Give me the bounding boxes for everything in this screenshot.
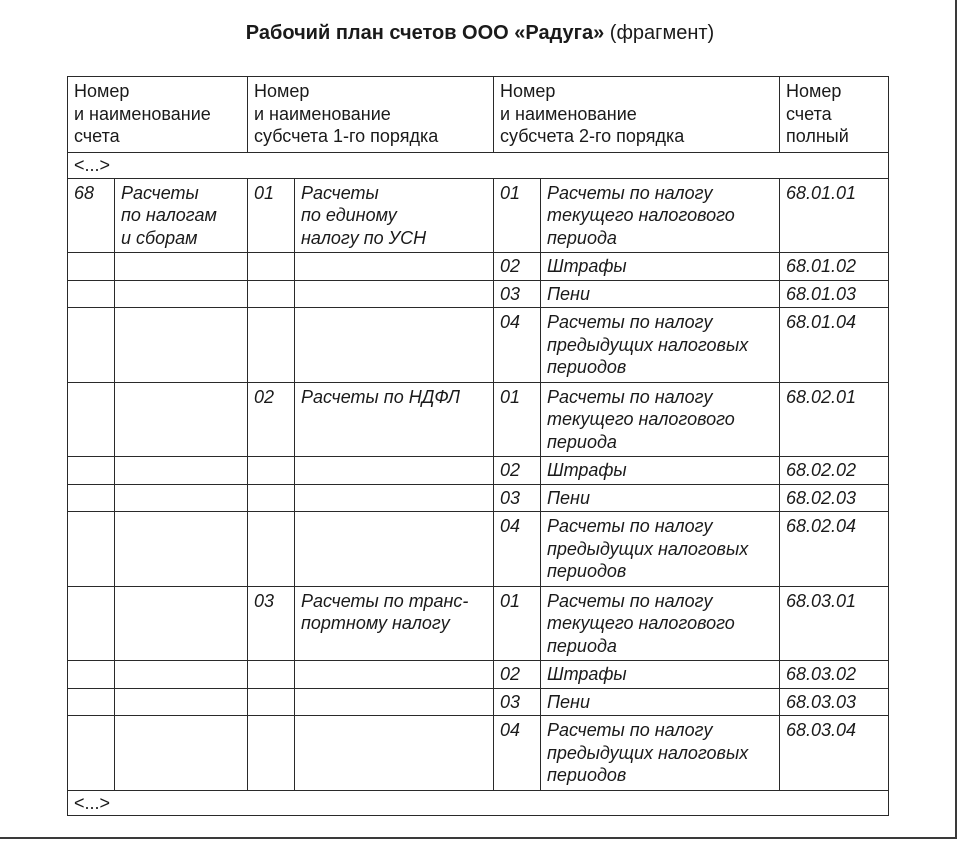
subaccount-1-number-cell bbox=[248, 512, 295, 587]
full-account-number-cell: 68.03.02 bbox=[780, 661, 889, 689]
account-name-cell bbox=[115, 512, 248, 587]
subaccount-1-number-cell: 02 bbox=[248, 382, 295, 457]
subaccount-2-number-cell: 01 bbox=[494, 382, 541, 457]
account-number-cell bbox=[68, 308, 115, 383]
document-title bbox=[0, 21, 960, 45]
subaccount-2-number-cell: 02 bbox=[494, 457, 541, 485]
account-name-cell bbox=[115, 280, 248, 308]
full-account-number-cell: 68.03.04 bbox=[780, 716, 889, 791]
subaccount-1-name-cell: Расчеты по единому налогу по УСН bbox=[295, 178, 494, 253]
subaccount-2-name-cell: Расчеты по налогу предыдущих налоговых периодов bbox=[541, 716, 780, 791]
header-subaccount-1: Номер и наименование субсчета 1-го порядка bbox=[248, 77, 494, 153]
full-account-number-cell: 68.02.04 bbox=[780, 512, 889, 587]
table-row bbox=[68, 457, 889, 485]
title-bold: Рабочий план счетов ООО «Радуга» bbox=[245, 22, 605, 44]
table-header-row bbox=[68, 77, 889, 153]
table-row bbox=[68, 253, 889, 281]
subaccount-2-name-cell: Штрафы bbox=[541, 253, 780, 281]
subaccount-1-name-cell bbox=[295, 308, 494, 383]
subaccount-1-name-cell bbox=[295, 457, 494, 485]
account-number-cell bbox=[68, 457, 115, 485]
account-number-cell bbox=[68, 382, 115, 457]
subaccount-2-name-cell: Расчеты по налогу текущего налогового периода bbox=[541, 586, 780, 661]
account-name-cell bbox=[115, 716, 248, 791]
subaccount-1-number-cell bbox=[248, 661, 295, 689]
account-number-cell bbox=[68, 716, 115, 791]
subaccount-2-name-cell: Расчеты по налогу предыдущих налоговых периодов bbox=[541, 308, 780, 383]
subaccount-2-number-cell: 01 bbox=[494, 178, 541, 253]
full-account-number-cell: 68.03.01 bbox=[780, 586, 889, 661]
subaccount-2-number-cell: 01 bbox=[494, 586, 541, 661]
header-account: Номер и наименование счета bbox=[68, 77, 248, 153]
subaccount-2-number-cell: 04 bbox=[494, 716, 541, 791]
subaccount-2-name-cell: Пени bbox=[541, 484, 780, 512]
table-row bbox=[68, 716, 889, 791]
account-name-cell: Расчеты по налогам и сборам bbox=[115, 178, 248, 253]
ellipsis-top: <...> bbox=[68, 153, 889, 179]
subaccount-1-name-cell bbox=[295, 688, 494, 716]
header-full-number: Номер счета полный bbox=[780, 77, 889, 153]
chart-of-accounts-table bbox=[67, 76, 889, 816]
subaccount-2-name-cell: Штрафы bbox=[541, 457, 780, 485]
ellipsis-row-bottom bbox=[68, 790, 889, 816]
subaccount-1-number-cell bbox=[248, 308, 295, 383]
subaccount-1-number-cell: 03 bbox=[248, 586, 295, 661]
subaccount-1-name-cell bbox=[295, 253, 494, 281]
account-number-cell bbox=[68, 688, 115, 716]
table-row bbox=[68, 512, 889, 587]
subaccount-2-name-cell: Расчеты по налогу предыдущих налоговых периодов bbox=[541, 512, 780, 587]
subaccount-1-number-cell bbox=[248, 688, 295, 716]
subaccount-1-name-cell bbox=[295, 484, 494, 512]
subaccount-2-number-cell: 03 bbox=[494, 280, 541, 308]
table-row bbox=[68, 280, 889, 308]
full-account-number-cell: 68.01.04 bbox=[780, 308, 889, 383]
full-account-number-cell: 68.03.03 bbox=[780, 688, 889, 716]
account-name-cell bbox=[115, 484, 248, 512]
full-account-number-cell: 68.02.02 bbox=[780, 457, 889, 485]
subaccount-1-name-cell bbox=[295, 661, 494, 689]
subaccount-2-name-cell: Расчеты по налогу текущего налогового периода bbox=[541, 178, 780, 253]
account-number-cell bbox=[68, 253, 115, 281]
account-number-cell bbox=[68, 661, 115, 689]
subaccount-2-name-cell: Штрафы bbox=[541, 661, 780, 689]
subaccount-2-name-cell: Расчеты по налогу текущего налогового периода bbox=[541, 382, 780, 457]
account-number-cell: 68 bbox=[68, 178, 115, 253]
full-account-number-cell: 68.01.02 bbox=[780, 253, 889, 281]
subaccount-2-name-cell: Пени bbox=[541, 280, 780, 308]
subaccount-1-number-cell bbox=[248, 253, 295, 281]
account-name-cell bbox=[115, 586, 248, 661]
subaccount-1-number-cell: 01 bbox=[248, 178, 295, 253]
subaccount-1-name-cell bbox=[295, 280, 494, 308]
account-name-cell bbox=[115, 308, 248, 383]
table-row bbox=[68, 586, 889, 661]
table-row bbox=[68, 661, 889, 689]
table-row bbox=[68, 382, 889, 457]
ellipsis-bottom: <...> bbox=[68, 790, 889, 816]
account-name-cell bbox=[115, 253, 248, 281]
account-number-cell bbox=[68, 280, 115, 308]
full-account-number-cell: 68.01.03 bbox=[780, 280, 889, 308]
subaccount-1-name-cell bbox=[295, 512, 494, 587]
subaccount-1-number-cell bbox=[248, 280, 295, 308]
account-number-cell bbox=[68, 586, 115, 661]
header-subaccount-2: Номер и наименование субсчета 2-го порядка bbox=[494, 77, 780, 153]
subaccount-2-number-cell: 04 bbox=[494, 512, 541, 587]
subaccount-2-number-cell: 03 bbox=[494, 688, 541, 716]
account-number-cell bbox=[68, 484, 115, 512]
table-row bbox=[68, 178, 889, 253]
table-row bbox=[68, 308, 889, 383]
subaccount-1-name-cell: Расчеты по транс- портному налогу bbox=[295, 586, 494, 661]
subaccount-1-number-cell bbox=[248, 484, 295, 512]
subaccount-2-number-cell: 02 bbox=[494, 253, 541, 281]
full-account-number-cell: 68.02.03 bbox=[780, 484, 889, 512]
subaccount-2-number-cell: 04 bbox=[494, 308, 541, 383]
account-name-cell bbox=[115, 661, 248, 689]
full-account-number-cell: 68.01.01 bbox=[780, 178, 889, 253]
table-row bbox=[68, 484, 889, 512]
account-name-cell bbox=[115, 457, 248, 485]
account-name-cell bbox=[115, 382, 248, 457]
subaccount-1-number-cell bbox=[248, 457, 295, 485]
subaccount-1-name-cell: Расчеты по НДФЛ bbox=[295, 382, 494, 457]
subaccount-2-name-cell: Пени bbox=[541, 688, 780, 716]
account-number-cell bbox=[68, 512, 115, 587]
ellipsis-row-top bbox=[68, 153, 889, 179]
subaccount-2-number-cell: 03 bbox=[494, 484, 541, 512]
subaccount-1-name-cell bbox=[295, 716, 494, 791]
subaccount-2-number-cell: 02 bbox=[494, 661, 541, 689]
account-name-cell bbox=[115, 688, 248, 716]
title-suffix: (фрагмент) bbox=[604, 22, 715, 44]
table-row bbox=[68, 688, 889, 716]
full-account-number-cell: 68.02.01 bbox=[780, 382, 889, 457]
subaccount-1-number-cell bbox=[248, 716, 295, 791]
